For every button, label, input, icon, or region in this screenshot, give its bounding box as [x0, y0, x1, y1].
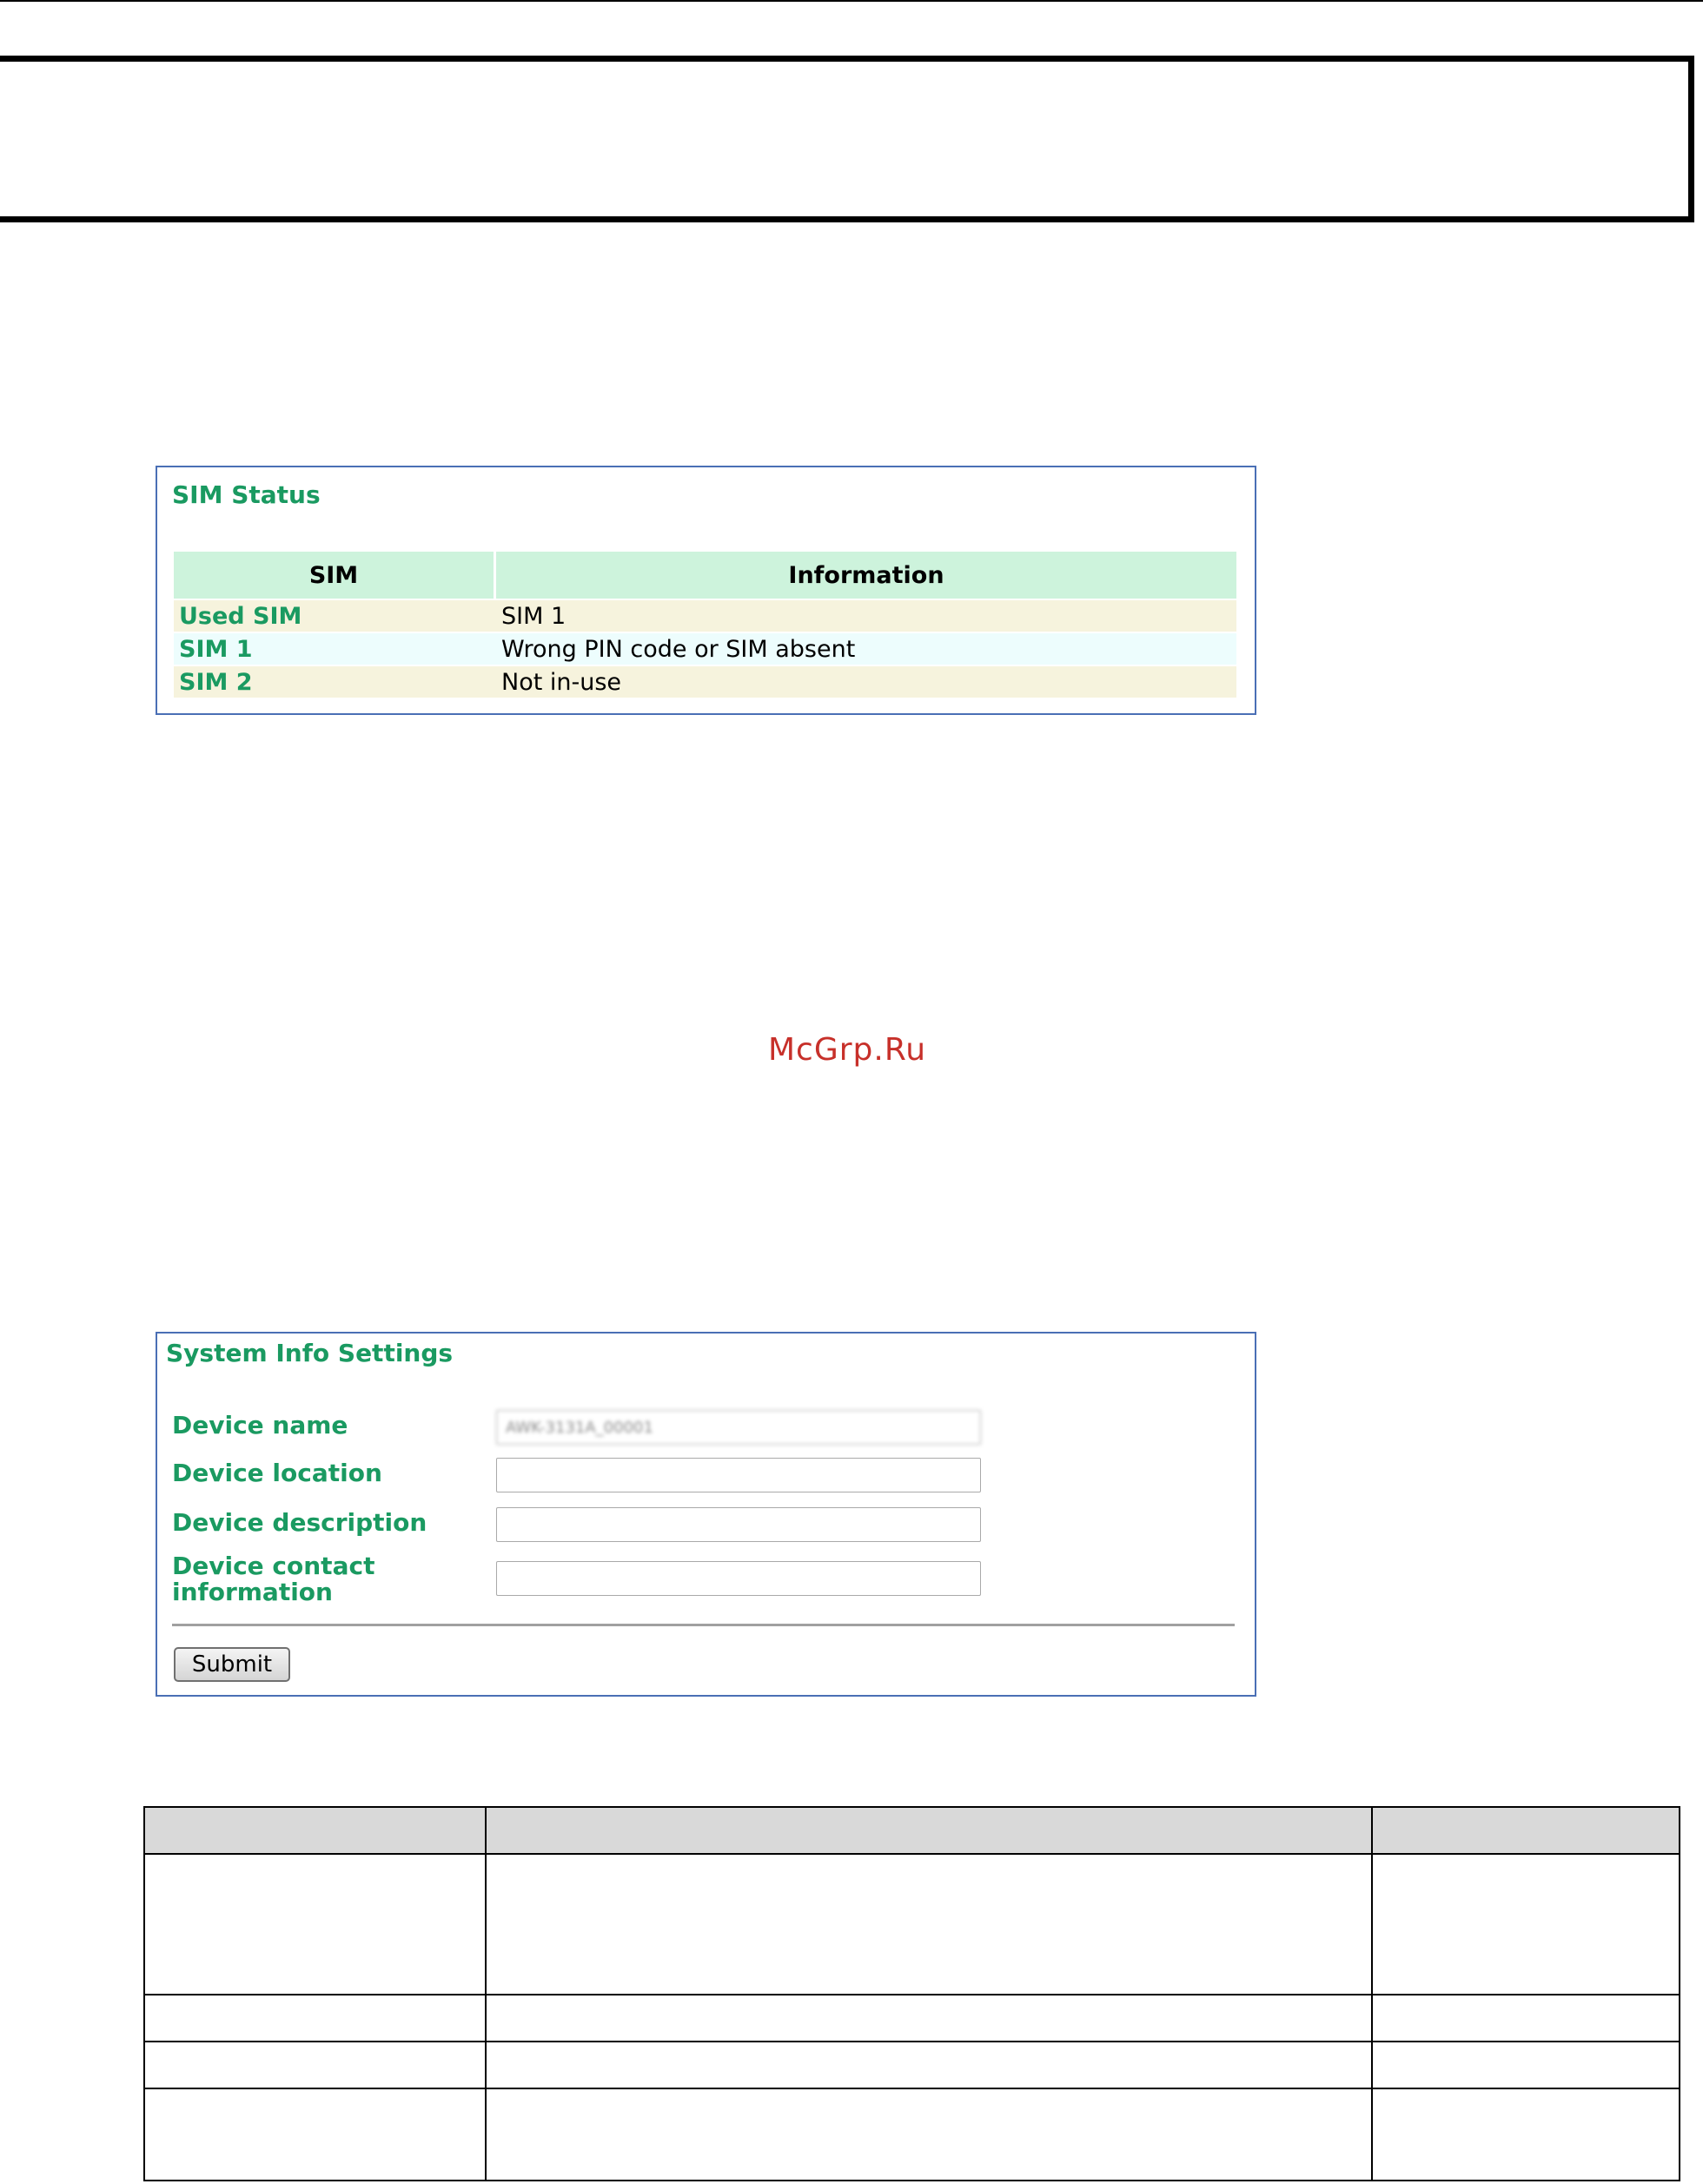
- parameter-table-header-row: [144, 1807, 1680, 1854]
- parameter-cell: [144, 1854, 486, 1995]
- parameter-cell: [486, 2088, 1372, 2181]
- top-rule: [0, 0, 1703, 2]
- parameter-header-2: [486, 1807, 1372, 1854]
- device-location-input[interactable]: [496, 1458, 981, 1492]
- watermark: McGrp.Ru: [768, 1032, 927, 1068]
- device-description-input[interactable]: [496, 1507, 981, 1542]
- row-label-sim-2: SIM 2: [174, 666, 496, 698]
- form-divider: [172, 1624, 1235, 1626]
- device-contact-label: Device contact information: [172, 1552, 375, 1606]
- table-row: [174, 666, 1236, 698]
- table-row: [144, 2088, 1680, 2181]
- parameter-cell: [1372, 1854, 1680, 1995]
- submit-button[interactable]: Submit: [174, 1647, 290, 1682]
- parameter-cell: [486, 1995, 1372, 2042]
- parameter-header-1: [144, 1807, 486, 1854]
- device-location-label: Device location: [172, 1459, 382, 1487]
- parameter-cell: [1372, 2042, 1680, 2088]
- parameter-cell: [1372, 1995, 1680, 2042]
- table-row: [174, 633, 1236, 665]
- sim-status-title: SIM Status: [172, 480, 321, 509]
- device-name-label: Device name: [172, 1411, 348, 1439]
- column-header-information: Information: [496, 552, 1236, 599]
- table-row: [174, 600, 1236, 632]
- table-row: [144, 1995, 1680, 2042]
- row-label-sim-1: SIM 1: [174, 633, 496, 665]
- parameter-header-3: [1372, 1807, 1680, 1854]
- device-description-label: Device description: [172, 1508, 427, 1537]
- parameter-cell: [144, 1995, 486, 2042]
- parameter-cell: [486, 2042, 1372, 2088]
- parameter-cell: [1372, 2088, 1680, 2181]
- sim-status-table: [174, 550, 1236, 699]
- system-info-title: System Info Settings: [166, 1339, 454, 1367]
- row-info-sim-2: Not in-use: [496, 666, 1236, 698]
- column-header-sim: SIM: [174, 552, 496, 599]
- table-row: [144, 1854, 1680, 1995]
- device-contact-input[interactable]: [496, 1561, 981, 1596]
- parameter-cell: [486, 1854, 1372, 1995]
- parameter-table: [143, 1806, 1680, 2181]
- system-info-panel: [156, 1332, 1256, 1697]
- table-row: [144, 2042, 1680, 2088]
- sim-status-panel: [156, 466, 1256, 715]
- row-label-used-sim: Used SIM: [174, 600, 496, 632]
- device-name-input[interactable]: [496, 1410, 981, 1445]
- row-info-sim-1: Wrong PIN code or SIM absent: [496, 633, 1236, 665]
- sim-status-header-row: [174, 552, 1236, 599]
- parameter-cell: [144, 2042, 486, 2088]
- parameter-cell: [144, 2088, 486, 2181]
- notice-box: [0, 56, 1694, 222]
- row-info-used-sim: SIM 1: [496, 600, 1236, 632]
